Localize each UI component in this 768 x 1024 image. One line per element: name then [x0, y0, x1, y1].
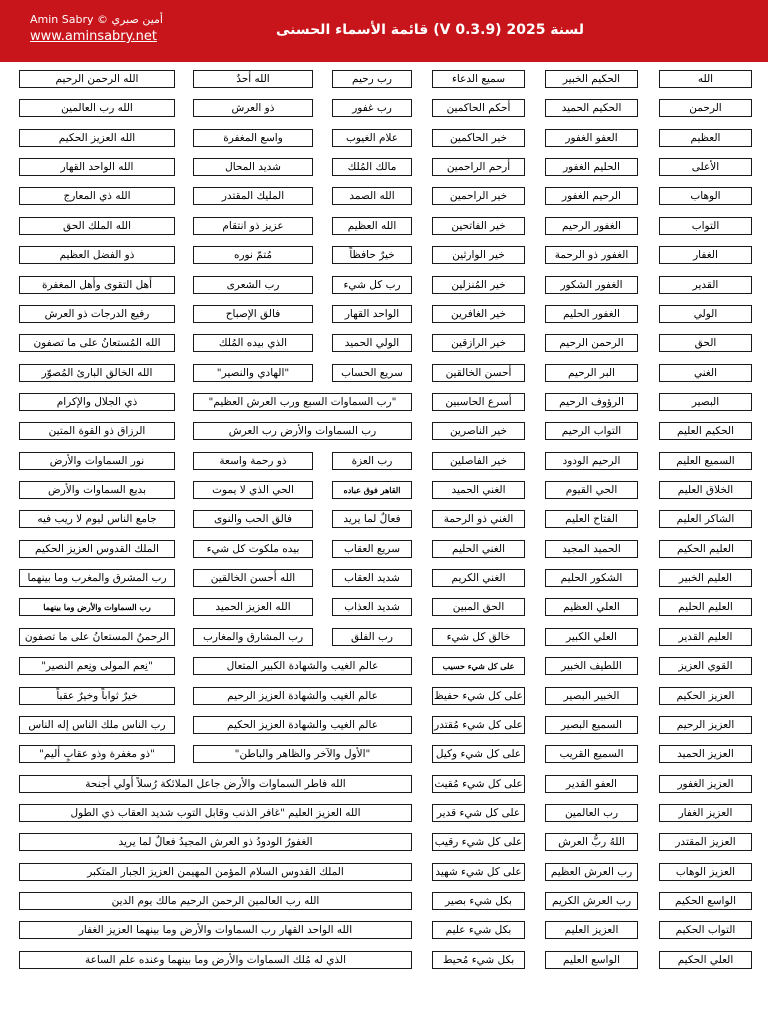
name-cell: خيرٌ ثواباً وخيرٌ عقباً [19, 687, 175, 705]
name-cell: الحق المبين [432, 598, 525, 616]
name-cell: الشاكر العليم [659, 510, 752, 528]
name-cell: رب المشارق والمغارب [193, 628, 313, 646]
name-cell: الفتاح العليم [545, 510, 638, 528]
page-title: قائمة الأسماء الحسنى (V 0.3.9) لسنة 2025 [275, 22, 585, 38]
name-cell: الغني ذو الرحمة [432, 510, 525, 528]
name-cell: العلي الحكيم [659, 951, 752, 969]
name-cell: الله أحدٌ [193, 70, 313, 88]
name-cell: الله رب العالمين [19, 99, 175, 117]
name-cell: الله الصمد [332, 187, 412, 205]
name-cell: الغني الحليم [432, 540, 525, 558]
name-cell: على كل شيء حفيظ [432, 687, 525, 705]
name-cell: خير الفاتحين [432, 217, 525, 235]
name-cell: العزيز المقتدر [659, 833, 752, 851]
name-cell: الله الرحمن الرحيم [19, 70, 175, 88]
name-cell: الله ذي المعارج [19, 187, 175, 205]
name-cell: خير الغافرين [432, 305, 525, 323]
name-cell: الله [659, 70, 752, 88]
name-cell: "الهادي والنصير" [193, 364, 313, 382]
name-cell: بكل شيء بصير [432, 892, 525, 910]
name-cell: العفو القدير [545, 775, 638, 793]
name-cell: القاهر فوق عباده [332, 481, 412, 499]
name-cell: الرحمن [659, 99, 752, 117]
name-cell: الغني الحميد [432, 481, 525, 499]
name-cell: الملك القدوس العزيز الحكيم [19, 540, 175, 558]
name-cell: رب الناس ملك الناس إله الناس [19, 716, 175, 734]
name-cell: السميع العليم [659, 452, 752, 470]
name-cell: الحي القيوم [545, 481, 638, 499]
name-cell: الرحمن الرحيم [545, 334, 638, 352]
name-cell: خير الرازقين [432, 334, 525, 352]
name-cell: العزيز الحكيم [659, 687, 752, 705]
name-cell: رب السماوات والأرض وما بينهما [19, 598, 175, 616]
name-cell: العفو الغفور [545, 129, 638, 147]
name-cell: أحسن الخالقين [432, 364, 525, 382]
name-cell: على كل شيء مُقتدر [432, 716, 525, 734]
name-cell: عالم الغيب والشهادة العزيز الحكيم [193, 716, 412, 734]
name-cell: العلي العظيم [545, 598, 638, 616]
name-cell: الحكيم العليم [659, 422, 752, 440]
name-cell: الحي الذي لا يموت [193, 481, 313, 499]
name-cell: ذو العرش [193, 99, 313, 117]
name-cell: عالم الغيب والشهادة الكبير المتعال [193, 657, 412, 675]
name-cell: رب العزة [332, 452, 412, 470]
name-cell: العليم الحكيم [659, 540, 752, 558]
name-cell: أسرع الحاسبين [432, 393, 525, 411]
name-cell: رب غفور [332, 99, 412, 117]
name-cell: البر الرحيم [545, 364, 638, 382]
name-cell: بديع السماوات والأرض [19, 481, 175, 499]
name-cell: الوهاب [659, 187, 752, 205]
name-cell: السميع القريب [545, 745, 638, 763]
name-cell: شديد المحال [193, 158, 313, 176]
name-cell: أهل التقوى وأهل المغفرة [19, 276, 175, 294]
name-cell: الله فاطر السماوات والأرض جاعل الملائكة رُسلاً أولي أجنحة [19, 775, 412, 793]
name-cell: المليك المقتدر [193, 187, 313, 205]
name-cell: فعالٌ لما يريد [332, 510, 412, 528]
name-cell: على كل شيء رقيب [432, 833, 525, 851]
name-cell: الأعلى [659, 158, 752, 176]
name-cell: ذو رحمة واسعة [193, 452, 313, 470]
name-cell: القوي العزيز [659, 657, 752, 675]
name-cell: البصير [659, 393, 752, 411]
name-cell: خير الحاكمين [432, 129, 525, 147]
name-cell: الخلاق العليم [659, 481, 752, 499]
name-cell: اللهُ ربُّ العرش [545, 833, 638, 851]
name-cell: رب رحيم [332, 70, 412, 88]
name-cell: خير المُنزلين [432, 276, 525, 294]
name-cell: جامع الناس ليوم لا ريب فيه [19, 510, 175, 528]
name-cell: الملك القدوس السلام المؤمن المهيمن العزيز الجبار المتكبر [19, 863, 412, 881]
name-cell: "ذو مغفرة وذو عقابٍ أليم" [19, 745, 175, 763]
name-cell: ذي الجلال والإكرام [19, 393, 175, 411]
name-cell: شديد العقاب [332, 569, 412, 587]
name-cell: الحليم الغفور [545, 158, 638, 176]
name-cell: خالق كل شيء [432, 628, 525, 646]
name-cell: فالق الإصباح [193, 305, 313, 323]
name-cell: الغفور ذو الرحمة [545, 246, 638, 264]
name-cell: على كل شيء مُقيت [432, 775, 525, 793]
name-cell: الغفور الرحيم [545, 217, 638, 235]
name-cell: الحكيم الحميد [545, 99, 638, 117]
name-cell: الغفور الحليم [545, 305, 638, 323]
name-cell: الشكور الحليم [545, 569, 638, 587]
name-cell: على كل شيء قدير [432, 804, 525, 822]
name-cell: رفيع الدرجات ذو العرش [19, 305, 175, 323]
name-cell: مالك المُلك [332, 158, 412, 176]
name-cell: الغني الكريم [432, 569, 525, 587]
name-cell: "رب السماوات السبع ورب العرش العظيم" [193, 393, 412, 411]
name-cell: الواسع العليم [545, 951, 638, 969]
brand-website-link[interactable]: www.aminsabry.net [30, 29, 157, 44]
name-cell: على كل شيء شهيد [432, 863, 525, 881]
name-cell: التواب الحكيم [659, 921, 752, 939]
name-cell: بيده ملكوت كل شيء [193, 540, 313, 558]
name-cell: العليم الحليم [659, 598, 752, 616]
name-cell: سريع العقاب [332, 540, 412, 558]
name-cell: عالم الغيب والشهادة العزيز الرحيم [193, 687, 412, 705]
name-cell: الله العزيز الحميد [193, 598, 313, 616]
name-cell: فالق الحب والنوى [193, 510, 313, 528]
name-cell: الرحمنُ المستعانُ على ما تصفون [19, 628, 175, 646]
name-cell: التواب الرحيم [545, 422, 638, 440]
name-cell: عزيز ذو انتقام [193, 217, 313, 235]
name-cell: رب العرش الكريم [545, 892, 638, 910]
name-cell: الله الخالق البارئ المُصوّر [19, 364, 175, 382]
name-cell: الله الواحد القهار رب السماوات والأرض وما بينهما العزيز الغفار [19, 921, 412, 939]
name-cell: الذي له مُلك السماوات والأرض وما بينهما وعنده علم الساعة [19, 951, 412, 969]
name-cell: الحق [659, 334, 752, 352]
name-cell: الله الملك الحق [19, 217, 175, 235]
name-cell: خير الوارثين [432, 246, 525, 264]
name-cell: خير الفاصلين [432, 452, 525, 470]
name-cell: العزيز الحميد [659, 745, 752, 763]
name-cell: الغني [659, 364, 752, 382]
name-cell: أرحم الراحمين [432, 158, 525, 176]
name-cell: سريع الحساب [332, 364, 412, 382]
name-cell: الواحد القهار [332, 305, 412, 323]
name-cell: القدير [659, 276, 752, 294]
name-cell: الله رب العالمين الرحمن الرحيم مالك يوم الدين [19, 892, 412, 910]
name-cell: الرؤوف الرحيم [545, 393, 638, 411]
name-cell: بكل شيء عليم [432, 921, 525, 939]
name-cell: مُتمّ نوره [193, 246, 313, 264]
name-cell: "الأول والآخر والظاهر والباطن" [193, 745, 412, 763]
name-cell: الذي بيده المُلك [193, 334, 313, 352]
name-cell: الرحيم الودود [545, 452, 638, 470]
name-cell: الحميد المجيد [545, 540, 638, 558]
name-cell: ذو الفضل العظيم [19, 246, 175, 264]
brand-name: Amin Sabry © أمين صبري [30, 13, 163, 26]
name-cell: بكل شيء مُحيط [432, 951, 525, 969]
name-cell: الله أحسن الخالقين [193, 569, 313, 587]
name-cell: سميع الدعاء [432, 70, 525, 88]
name-cell: العظيم [659, 129, 752, 147]
name-cell: "نِعم المولى ونِعم النصير" [19, 657, 175, 675]
name-cell: على كل شيء وكيل [432, 745, 525, 763]
name-cell: العزيز الغفور [659, 775, 752, 793]
name-cell: شديد العذاب [332, 598, 412, 616]
name-cell: الله العظيم [332, 217, 412, 235]
name-cell: علام الغيوب [332, 129, 412, 147]
name-cell: العليم الخبير [659, 569, 752, 587]
name-cell: نور السماوات والأرض [19, 452, 175, 470]
name-cell: رب العرش العظيم [545, 863, 638, 881]
name-cell: السميع البصير [545, 716, 638, 734]
name-cell: خيرٌ حافظاً [332, 246, 412, 264]
name-cell: اللطيف الخبير [545, 657, 638, 675]
name-cell: رب العالمين [545, 804, 638, 822]
name-cell: العزيز الغفار [659, 804, 752, 822]
name-cell: العلي الكبير [545, 628, 638, 646]
name-cell: الله العزيز العليم "غافر الذنب وقابل التوب شديد العقاب ذي الطول [19, 804, 412, 822]
name-cell: رب كل شيء [332, 276, 412, 294]
name-cell: رب السماوات والأرض رب العرش [193, 422, 412, 440]
name-cell: الله الواحد القهار [19, 158, 175, 176]
name-cell: واسع المغفرة [193, 129, 313, 147]
name-cell: رب المشرق والمغرب وما بينهما [19, 569, 175, 587]
name-cell: الرحيم الغفور [545, 187, 638, 205]
name-cell: العزيز الرحيم [659, 716, 752, 734]
name-cell: الله المُستعانُ على ما تصفون [19, 334, 175, 352]
name-cell: الخبير البصير [545, 687, 638, 705]
name-cell: التواب [659, 217, 752, 235]
name-cell: خير الناصرين [432, 422, 525, 440]
name-cell: خير الراحمين [432, 187, 525, 205]
name-cell: الرزاق ذو القوة المتين [19, 422, 175, 440]
name-cell: العزيز الوهاب [659, 863, 752, 881]
name-cell: الولي [659, 305, 752, 323]
name-cell: الحكيم الخبير [545, 70, 638, 88]
name-cell: رب الشعرى [193, 276, 313, 294]
name-cell: على كل شيء حسيب [432, 657, 525, 675]
name-cell: رب الفلق [332, 628, 412, 646]
name-cell: الله العزيز الحكيم [19, 129, 175, 147]
name-cell: الغفور الشكور [545, 276, 638, 294]
name-cell: أحكم الحاكمين [432, 99, 525, 117]
name-cell: العزيز العليم [545, 921, 638, 939]
name-cell: الولي الحميد [332, 334, 412, 352]
name-cell: العليم القدير [659, 628, 752, 646]
name-cell: الغفار [659, 246, 752, 264]
name-cell: الغفورُ الودودُ ذو العرش المجيدُ فعالٌ لما يريد [19, 833, 412, 851]
name-cell: الواسع الحكيم [659, 892, 752, 910]
